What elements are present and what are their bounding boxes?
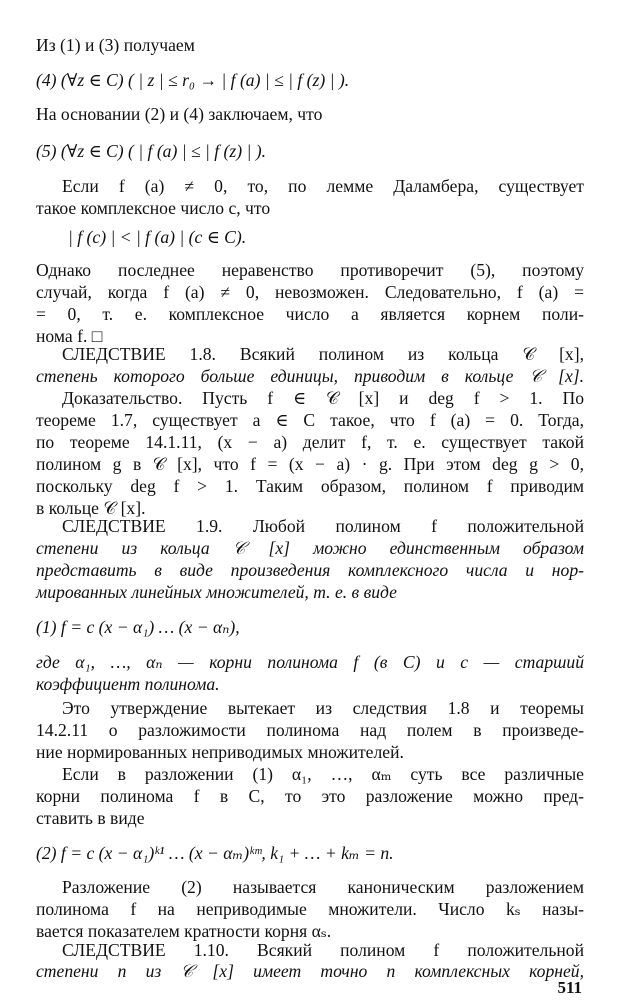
corollary-1-9-heading: СЛЕДСТВИЕ 1.9. Любой полином f положительной (62, 516, 584, 536)
text-line: полинома f на неприводимые множители. Число kₛ назы- (36, 899, 584, 919)
corollary-1-10-heading: СЛЕДСТВИЕ 1.10. Всякий полином f положительной (62, 940, 584, 960)
corollary-1-8-heading: СЛЕДСТВИЕ 1.8. Всякий полином из кольца 𝒞 [x], (62, 344, 584, 364)
text-line: Однако последнее неравенство противоречит (5), поэтому (36, 260, 584, 280)
text-line: Если f (a) ≠ 0, то, по лемме Даламбера, существует (62, 176, 584, 196)
formula-5: (5) (∀z ∈ C) ( | f (a) | ≤ | f (z) | ). (36, 141, 267, 161)
text-line: поскольку deg f > 1. Таким образом, полином f приводим (36, 476, 584, 496)
text-line: Разложение (2) называется каноническим разложением (62, 877, 584, 897)
corollary-text: мированных линейных множителей, т. е. в виде (36, 582, 397, 602)
formula-1: (1) f = c (x − α₁) … (x − αₙ), (36, 617, 240, 637)
text-line: в кольце 𝒞 [x]. (36, 498, 146, 518)
formula-4: (4) (∀z ∈ C) ( | z | ≤ r₀ → | f (a) | ≤ | f (z) | ). (36, 70, 350, 90)
text-line: = 0, т. е. комплексное число a является корнем поли- (36, 304, 584, 324)
text-line: Из (1) и (3) получаем (36, 35, 195, 55)
text-line: корни полинома f в C, то это разложение можно пред- (36, 786, 584, 806)
text-line: по теореме 14.1.11, (x − a) делит f, т. е. существует такой (36, 432, 584, 452)
text-line: случай, когда f (a) ≠ 0, невозможен. Следовательно, f (a) = (36, 282, 584, 302)
text-line: такое комплексное число c, что (36, 198, 271, 218)
text-line: 14.2.11 о разложимости полинома над полем в произведе- (36, 720, 584, 740)
text-line: теореме 1.7, существует a ∈ C такое, что f (a) = 0. Тогда, (36, 410, 584, 430)
text-line: Это утверждение вытекает из следствия 1.8 и теоремы (62, 698, 584, 718)
formula-inequality: | f (c) | < | f (a) | (c ∈ C). (68, 227, 247, 247)
corollary-text: степени n из 𝒞 [x] имеет точно n комплексных корней, (36, 961, 584, 981)
text-line: полином g в 𝒞 [x], что f = (x − a) · g. При этом deg g > 0, (36, 454, 584, 474)
proof-line: Доказательство. Пусть f ∈ 𝒞 [x] и deg f > 1. По (62, 388, 584, 408)
corollary-text: степень которого больше единицы, приводим в кольце 𝒞 [x]. (36, 366, 584, 386)
text-line: нома f. □ (36, 326, 103, 346)
corollary-text: представить в виде произведения комплексного числа и нор- (36, 560, 584, 580)
corollary-text: коэффициент полинома. (36, 674, 220, 694)
text-line: ние нормированных неприводимых множителей. (36, 742, 404, 762)
text-line: На основании (2) и (4) заключаем, что (36, 104, 323, 124)
text-line: Если в разложении (1) α₁, …, αₘ суть все различные (62, 764, 584, 784)
text-line: ставить в виде (36, 808, 145, 828)
formula-2: (2) f = c (x − α₁)ᵏ¹ … (x − αₘ)ᵏᵐ, k₁ + … + kₘ = n. (36, 843, 394, 863)
corollary-text: степени из кольца 𝒞 [x] можно единственным образом (36, 538, 584, 558)
text-line: вается показателем кратности корня αₛ. (36, 921, 332, 941)
corollary-text: где α₁, …, αₙ — корни полинома f (в C) и c — старший (36, 652, 584, 672)
page-number: 511 (557, 978, 582, 997)
